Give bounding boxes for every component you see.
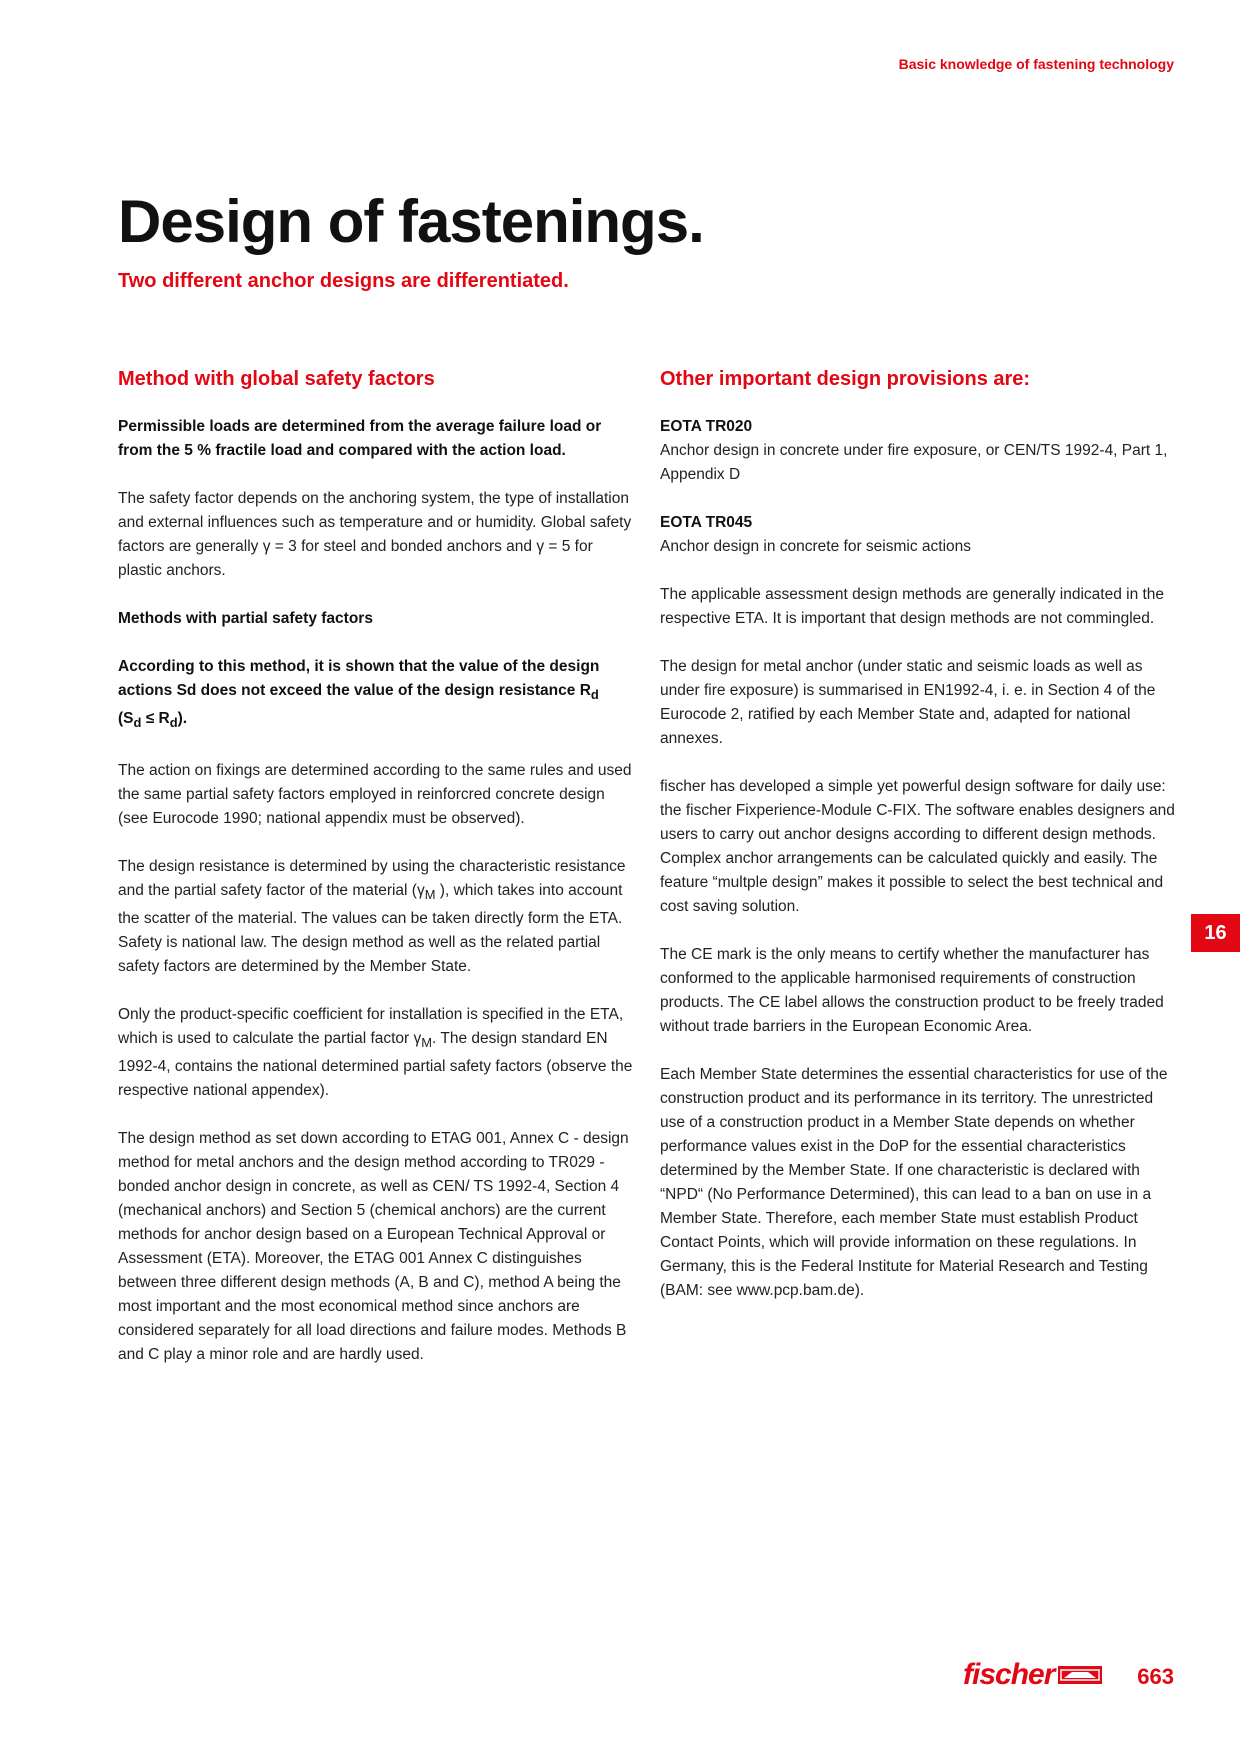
text-run: . The design standard EN 1992-4, contains the national determined partial safety factors (observe the respective national appendex). (118, 1030, 633, 1100)
text-run: The design resistance is determined by using the characteristic resistance and the partial safety factor of the material (γ (118, 858, 626, 900)
section-label: Basic knowledge of fastening technology (898, 56, 1174, 72)
paragraph: The applicable assessment design methods are generally indicated in the respective ETA. It is important that design methods are not commingled. (660, 586, 1165, 627)
paragraph: The safety factor depends on the anchoring system, the type of installation and external influences such as temperature and or humidity. Global safety factors are generally γ = 3 for steel and bonded anchors and γ = 5 for plastic anchors. (118, 490, 632, 579)
paragraph (118, 1003, 634, 1103)
subscript: M (424, 887, 436, 903)
text-run: Only the product-specific coefficient for installation is specified in the ETA, which is used to calculate the partial factor γ (118, 1006, 624, 1048)
text-run: ). (177, 710, 188, 728)
subscript: M (421, 1035, 433, 1051)
paragraph: The design for metal anchor (under static and seismic loads as well as under fire exposure) is summarised in EN1992-4, i. e. in Section 4 of the Eurocode 2, ratified by each Member State and, adapted for national annexes. (660, 658, 1156, 747)
page-number: 663 (1137, 1664, 1174, 1689)
right-heading: Other important design provisions are: (660, 368, 1031, 390)
page-title: Design of fastenings. (118, 188, 704, 255)
provision-title: EOTA TR020 (660, 418, 753, 435)
paragraph: Permissible loads are determined from the average failure load or from the 5 % fractile load and compared with the action load. (118, 418, 602, 459)
provision-text: Anchor design in concrete under fire exposure, or CEN/TS 1992-4, Part 1, Appendix D (660, 442, 1168, 483)
subheading: Methods with partial safety factors (118, 610, 373, 627)
paragraph: The design method as set down according to ETAG 001, Annex C - design method for metal anchors and the design method according to TR029 - bonded anchor design in concrete, as well as CEN/ TS 1992-4, Section 4 (mechanical anchors) and Section 5 (chemical anchors) are the current methods for anchor design based on a European Technical Approval or Assessment (ETA). Moreover, the ETAG 001 Annex C distinguishes between three different design methods (A, B and C), method A being the most important and the most economical method since anchors are considered separately for all load directions and failure modes. Methods B and C play a minor role and are hardly used. (118, 1130, 629, 1364)
left-column (118, 368, 634, 1391)
text-run: (S (118, 710, 134, 728)
page-subtitle: Two different anchor designs are differentiated. (118, 270, 569, 292)
subscript: d (133, 715, 142, 731)
paragraph (118, 855, 634, 979)
text-run: ), which takes into account the scatter of the material. The values can be taken directly form the ETA. Safety is national law. The design method as well as the related partial safety factors are determined by the Member State. (118, 882, 623, 976)
paragraph: Each Member State determines the essential characteristics for use of the construction product and its performance in its territory. The unrestricted use of a construction product in a Member State depends on whether performance values exist in the DoP for the essential characteristics determined by the Member State. If one characteristic is declared with “NPD“ (No Performance Determined), this can lead to a ban on use in a Member State. Therefore, each member State must establish Product Contact Points, which will provide information on these regulations. In Germany, this is the Federal Institute for Material Research and Testing (BAM: see www.pcp.bam.de). (660, 1066, 1168, 1299)
chapter-tab: 16 (1191, 914, 1240, 952)
paragraph (118, 655, 634, 735)
left-heading: Method with global safety factors (118, 368, 435, 390)
provision-text: Anchor design in concrete for seismic actions (660, 538, 972, 555)
subscript: d (590, 687, 599, 703)
right-column (660, 368, 1176, 1327)
provision-tr020 (660, 415, 1176, 487)
paragraph: The action on fixings are determined according to the same rules and used the same partial safety factors employed in reinforcred concrete design (see Eurocode 1990; national appendix must be observed). (118, 762, 632, 828)
logo-emblem-shape (1060, 1668, 1100, 1682)
brand-logo (963, 1658, 1102, 1692)
provision-tr045 (660, 511, 1176, 559)
text-run: According to this method, it is shown that the value of the design actions Sd does not exceed the value of the design resistance R (118, 658, 600, 699)
provision-title: EOTA TR045 (660, 514, 753, 531)
paragraph: The CE mark is the only means to certify whether the manufacturer has conformed to the applicable harmonised requirements of construction products. The CE label allows the construction product to be freely traded without trade barriers in the European Economic Area. (660, 946, 1164, 1035)
text-run: ≤ R (141, 710, 170, 728)
subscript: d (169, 715, 178, 731)
paragraph: fischer has developed a simple yet powerful design software for daily use: the fischer Fixperience-Module C-FIX. The software enables designers and users to carry out anchor designs according to different design methods. Complex anchor arrangements can be calculated quickly and easily. The feature “multple design” makes it possible to select the best technical and cost saving solution. (660, 778, 1175, 915)
logo-emblem-icon (1058, 1666, 1102, 1684)
logo-wordmark: fischer (963, 1658, 1055, 1691)
